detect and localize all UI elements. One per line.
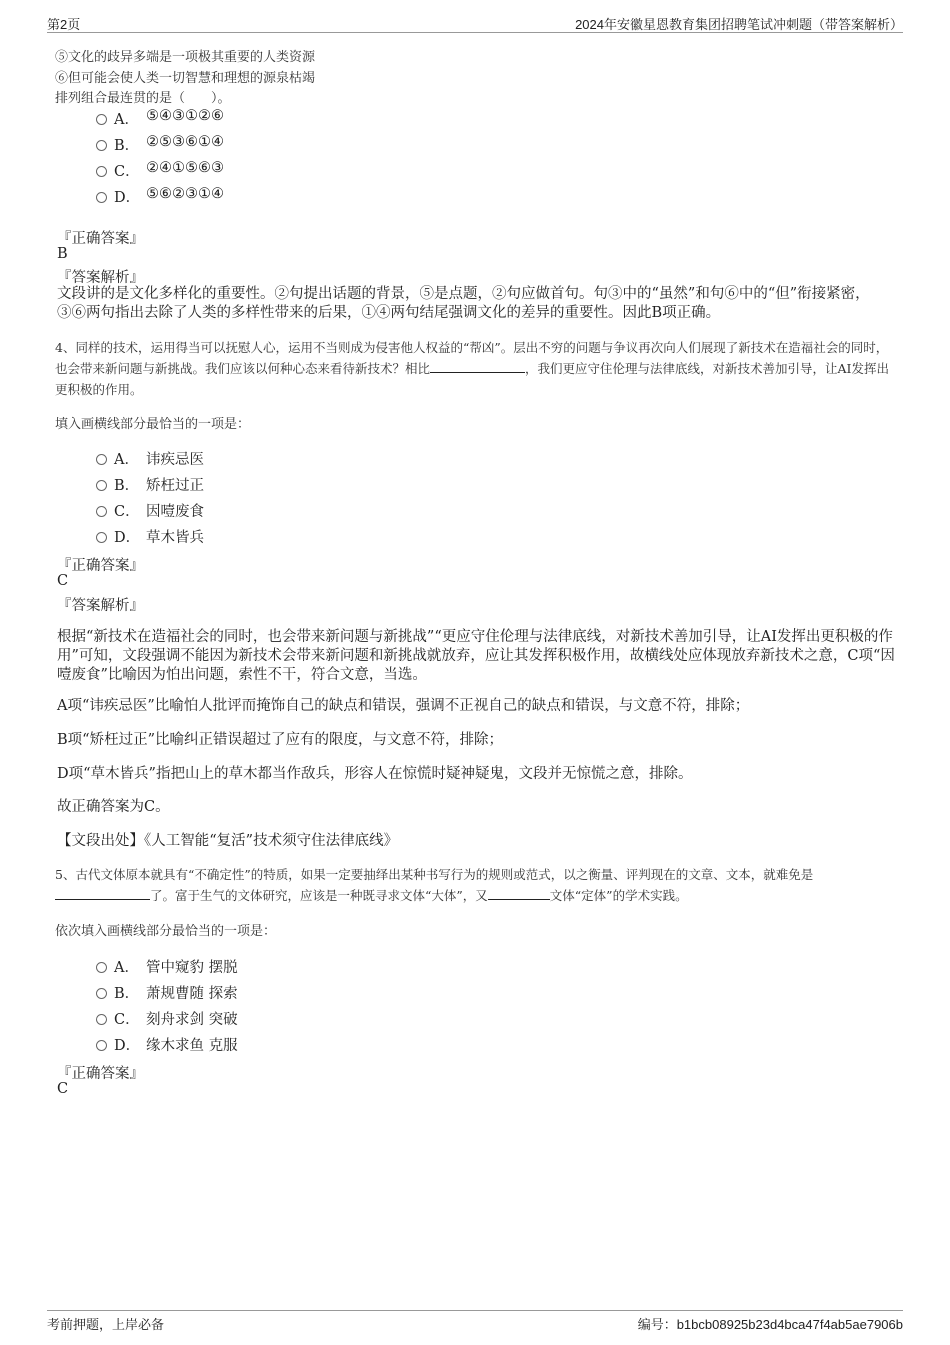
q4-analysis-1: 根据“新技术在造福社会的同时，也会带来新问题与新挑战”“更应守住伦理与法律底线，对新技术善加引导，让AI发挥出更积极的作用”可知，文段强调不能因为新技术会带来新问题和新挑战就放弃，应让其发挥积极作用，故横线处应体现放弃新技术之意，C项“因噎废食”比喻因为怕出问题，索性不干，符合文意，当选。 <box>57 629 895 683</box>
q4-analysis-2: A项“讳疾忌医”比喻怕人批评而掩饰自己的缺点和错误，强调不正视自己的缺点和错误，与文意不符，排除； <box>57 698 750 714</box>
q4-source <box>57 832 897 851</box>
option-letter: C． <box>114 1012 140 1028</box>
option-text: 刻舟求剑 突破 <box>146 1012 238 1028</box>
q5-stem <box>55 864 897 906</box>
option-letter: B． <box>114 986 140 1002</box>
q4-analysis-label: 『答案解析』 <box>57 598 144 614</box>
radio-icon[interactable] <box>96 114 107 125</box>
answer-blank <box>488 887 550 900</box>
q4-analysis-4: D项“草木皆兵”指把山上的草木都当作敌兵，形容人在惊慌时疑神疑鬼，文段并无惊慌之意，排除。 <box>57 766 693 782</box>
option-letter: D． <box>114 530 141 546</box>
answer-blank <box>430 360 525 373</box>
option-letter: A． <box>114 452 139 468</box>
q3-analysis: 文段讲的是文化多样化的重要性。②句提出话题的背景，⑤是点题，②句应做首句。句③中的“虽然”和句⑥中的“但”衔接紧密，③⑥两句指出去除了人类的多样性带来的后果，①④两句结尾强调文化的差异的重要性。因此B项正确。 <box>57 286 870 321</box>
option-letter: A． <box>114 112 139 128</box>
radio-icon[interactable] <box>96 506 107 517</box>
q4-answer-label: 『正确答案』 <box>57 558 144 574</box>
page-header <box>47 14 903 33</box>
page-number: 第2页 <box>47 17 81 32</box>
q4-stem-part-2: ，我们更应守住伦理与法律底线，对新技术善加引导，让AI发挥出更积极的作用。 <box>55 361 889 397</box>
document-id: 编号：b1bcb08925b23d4bca47f4ab5ae7906b <box>637 1317 903 1332</box>
q4-stem <box>55 337 897 400</box>
source-title: 《人工智能“复活”技术须守住法律底线》 <box>144 833 399 849</box>
radio-icon[interactable] <box>96 454 107 465</box>
radio-icon[interactable] <box>96 532 107 543</box>
q4-prompt: 填入画横线部分最恰当的一项是： <box>55 417 251 432</box>
q3-answer-label: 『正确答案』 <box>57 231 144 247</box>
option-text: 草木皆兵 <box>146 530 204 546</box>
option-letter: D． <box>114 1038 141 1054</box>
option-text: ②⑤③⑥①④ <box>146 134 224 150</box>
q4-stem-part-1: 4、同样的技术，运用得当可以抚慰人心，运用不当则成为侵害他人权益的“帮凶”。层出不穷的问题与争议再次向人们展现了新技术在造福社会的同时，也会带来新问题与新挑战。我们应该以何种心态来看待新技术？相比 <box>55 340 889 376</box>
document-title: 2024年安徽星恩教育集团招聘笔试冲刺题（带答案解析） <box>575 17 903 32</box>
option-text: 讳疾忌医 <box>146 452 204 468</box>
radio-icon[interactable] <box>96 140 107 151</box>
q4-conclusion: 故正确答案为C。 <box>57 799 170 815</box>
option-text: ⑤⑥②③①④ <box>146 186 224 202</box>
option-letter: B． <box>114 478 140 494</box>
q3-answer: B <box>57 246 68 262</box>
option-letter: D． <box>114 190 141 206</box>
footer-slogan: 考前押题，上岸必备 <box>47 1317 165 1332</box>
q5-stem-part-2: 了。富于生气的文体研究，应该是一种既寻求文体“大体”，又 <box>150 888 488 903</box>
answer-blank <box>55 887 150 900</box>
statement-5: ⑤文化的歧异多端是一项极其重要的人类资源 <box>55 50 316 65</box>
radio-icon[interactable] <box>96 166 107 177</box>
q5-prompt: 依次填入画横线部分最恰当的一项是： <box>55 924 277 939</box>
option-text: 矫枉过正 <box>146 478 204 494</box>
radio-icon[interactable] <box>96 988 107 999</box>
radio-icon[interactable] <box>96 192 107 203</box>
radio-icon[interactable] <box>96 1040 107 1051</box>
q5-stem-part-1: 5、古代文体原本就具有“不确定性”的特质，如果一定要抽绎出某种书写行为的规则或范式，以之衡量、评判现在的文章、文本，就难免是 <box>55 867 814 882</box>
option-text: 因噎废食 <box>146 504 204 520</box>
option-text: 管中窥豹 摆脱 <box>146 960 238 976</box>
statement-6: ⑥但可能会使人类一切智慧和理想的源泉枯竭 <box>55 71 316 86</box>
option-text: 萧规曹随 探索 <box>146 986 238 1002</box>
q5-stem-part-3: 文体“定体”的学术实践。 <box>549 888 688 903</box>
option-text: ⑤④③①②⑥ <box>146 108 224 124</box>
option-letter: C． <box>114 164 140 180</box>
radio-icon[interactable] <box>96 1014 107 1025</box>
q5-answer-label: 『正确答案』 <box>57 1066 144 1082</box>
option-letter: B． <box>114 138 140 154</box>
radio-icon[interactable] <box>96 962 107 973</box>
radio-icon[interactable] <box>96 480 107 491</box>
q4-answer: C <box>57 573 69 589</box>
q5-answer: C <box>57 1081 69 1097</box>
option-text: 缘木求鱼 克服 <box>146 1038 238 1054</box>
page-footer <box>47 1310 903 1331</box>
q3-prompt: 排列组合最连贯的是（ ）。 <box>55 91 231 106</box>
option-letter: C． <box>114 504 140 520</box>
q4-analysis-3: B项“矫枉过正”比喻纠正错误超过了应有的限度，与文意不符，排除； <box>57 732 503 748</box>
source-label: 【文段出处】 <box>57 833 144 849</box>
option-letter: A． <box>114 960 139 976</box>
option-text: ②④①⑤⑥③ <box>146 160 224 176</box>
q3-analysis-label: 『答案解析』 <box>57 270 144 286</box>
